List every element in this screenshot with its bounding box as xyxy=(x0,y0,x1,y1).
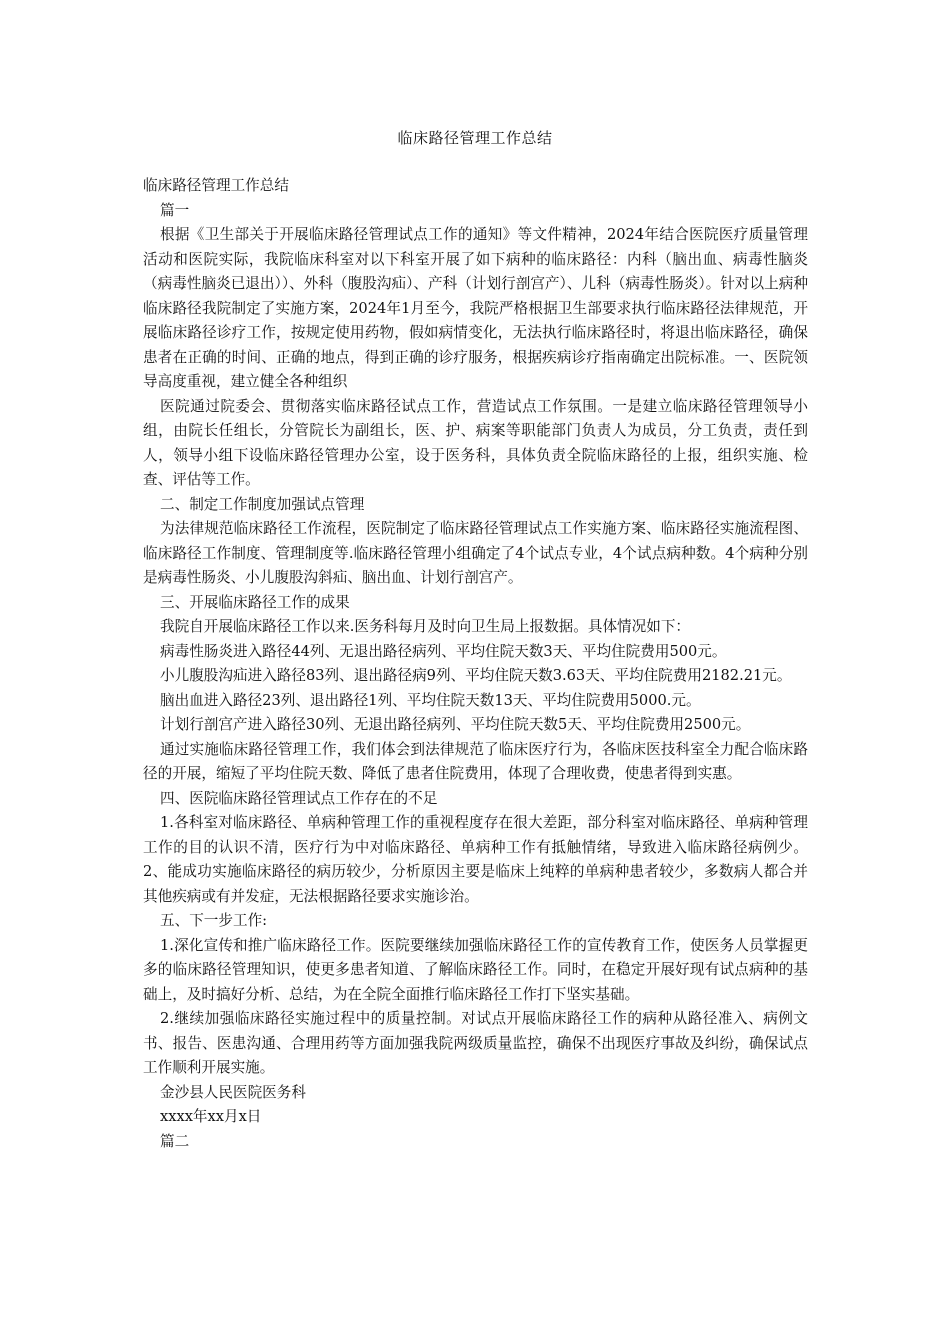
document-heading: 临床路径管理工作总结 xyxy=(143,177,289,194)
document-paragraph: 病毒性肠炎进入路径44列、无退出路径病列、平均住院天数3天、平均住院费用500元。 xyxy=(160,642,727,660)
document-title: 临床路径管理工作总结 xyxy=(397,129,553,147)
document-paragraph: 1.深化宣传和推广临床路径工作。医院要继续加强临床路径工作的宣传教育工作，使医务人员掌握更多的临床路径管理知识，使更多患者知道、了解临床路径工作。同时，在稳定开展好现有试点病种的基础上，及时搞好分析、总结，为在全院全面推行临床路径工作打下坚实基础。 xyxy=(143,936,808,1003)
document-body xyxy=(143,174,808,1154)
document-paragraph: 计划行剖宫产进入路径30列、无退出路径病列、平均住院天数5天、平均住院费用2500元。 xyxy=(160,716,751,733)
document-paragraph: 篇一 xyxy=(160,201,190,219)
document-paragraph: 五、下一步工作: xyxy=(160,912,268,929)
document-paragraph: 脑出血进入路径23列、退出路径1列、平均住院天数13天、平均住院费用5000.元。 xyxy=(160,691,701,709)
document-paragraph: 篇二 xyxy=(160,1132,190,1150)
document-paragraph: 1.各科室对临床路径、单病种管理工作的重视程度存在很大差距，部分科室对临床路径、单病种管理工作的目的认识不清，医疗行为中对临床路径、单病种工作有抵触情绪，导致进入临床路径病例少。2、能成功实施临床路径的病历较少，分析原因主要是临床上纯粹的单病种患者较少，多数病人都合并其他疾病或有并发症，无法根据路径要求实施诊治。 xyxy=(143,814,808,905)
document-paragraph: 小儿腹股沟疝进入路径83列、退出路径病9列、平均住院天数3.63天、平均住院费用2182.21元。 xyxy=(160,667,792,684)
document-paragraph: 三、开展临床路径工作的成果 xyxy=(160,593,350,611)
document-paragraph: 我院自开展临床路径工作以来.医务科每月及时向卫生局上报数据。具体情况如下： xyxy=(160,618,691,635)
document-paragraph: 通过实施临床路径管理工作，我们体会到法律规范了临床医疗行为，各临床医技科室全力配合临床路径的开展，缩短了平均住院天数、降低了患者住院费用，体现了合理收费，使患者得到实惠。 xyxy=(143,740,808,782)
document-paragraph: 金沙县人民医院医务科 xyxy=(160,1083,306,1101)
document-paragraph: xxxx年xx月x日 xyxy=(160,1108,262,1125)
document-paragraph: 根据《卫生部关于开展临床路径管理试点工作的通知》等文件精神，2024年结合医院医疗质量管理活动和医院实际，我院临床科室对以下科室开展了如下病种的临床路径：内科（脑出血、病毒性脑炎（病毒性脑炎已退出））、外科（腹股沟疝）、产科（计划行剖宫产）、儿科（病毒性肠炎）。针对以上病种临床路径我院制定了实施方案，2024年1月至今，我院严格根据卫生部要求执行临床路径法律规范，开展临床路径诊疗工作，按规定使用药物，假如病情变化，无法执行临床路径时，将退出临床路径，确保患者在正确的时间、正确的地点，得到正确的诊疗服务，根据疾病诊疗指南确定出院标准。一、医院领导高度重视，建立健全各种组织 xyxy=(143,226,808,390)
document-paragraph: 2.继续加强临床路径实施过程中的质量控制。对试点开展临床路径工作的病种从路径准入、病例文书、报告、医患沟通、合理用药等方面加强我院两级质量监控，确保不出现医疗事故及纠纷，确保试点工作顺利开展实施。 xyxy=(143,1010,808,1076)
document-paragraph: 二、制定工作制度加强试点管理 xyxy=(160,495,365,513)
document-paragraph: 四、医院临床路径管理试点工作存在的不足 xyxy=(160,789,438,807)
document-paragraph: 医院通过院委会、贯彻落实临床路径试点工作，营造试点工作氛围。一是建立临床路径管理领导小组，由院长任组长，分管院长为副组长，医、护、病案等职能部门负责人为成员，分工负责，责任到人，领导小组下设临床路径管理办公室，设于医务科，具体负责全院临床路径的上报，组织实施、检查、评估等工作。 xyxy=(143,397,808,488)
document-paragraph: 为法律规范临床路径工作流程，医院制定了临床路径管理试点工作实施方案、临床路径实施流程图、临床路径工作制度、管理制度等.临床路径管理小组确定了4个试点专业，4个试点病种数。4个病种分别是病毒性肠炎、小儿腹股沟斜疝、脑出血、计划行剖宫产。 xyxy=(143,520,808,586)
